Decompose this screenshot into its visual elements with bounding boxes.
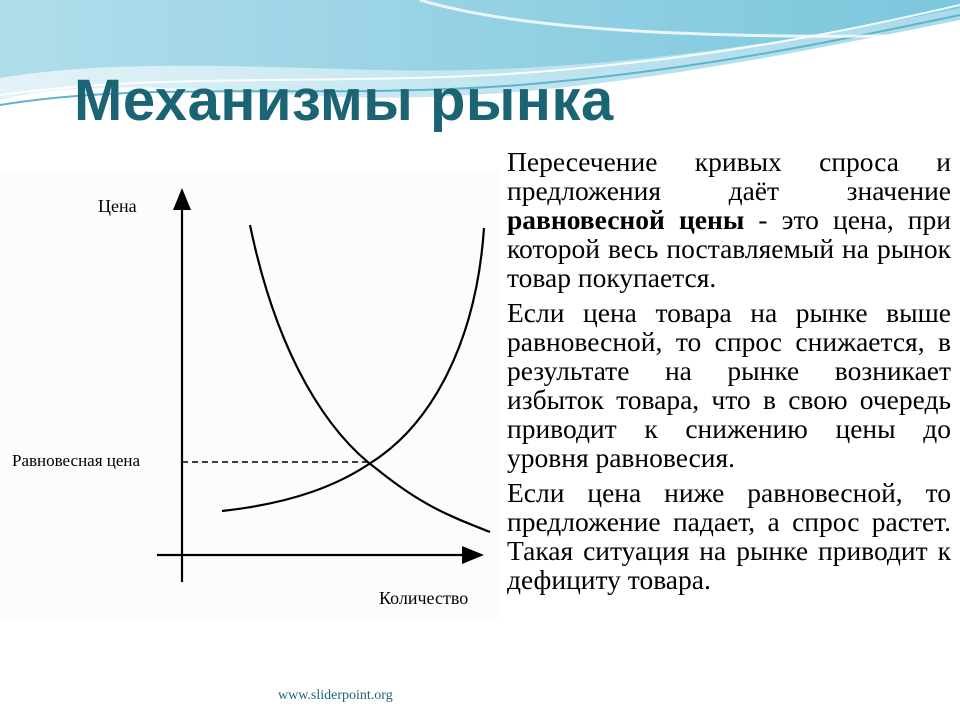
slide-title: Механизмы рынка <box>74 68 614 133</box>
footer-url: www.sliderpoint.org <box>278 688 393 703</box>
paragraph-equilibrium: Пересечение кривых спроса и предложения даёт значение равновесной цены - это цена, при которой весь поставляемый на рынок товар покупается. <box>507 146 951 293</box>
x-axis-label: Количество <box>379 588 469 608</box>
paragraph-below: Если цена ниже равновесной, то предложение падает, а спрос растет. Такая ситуация на рынке приводит к дефициту товара. <box>507 477 951 595</box>
bold-term: равновесной цены <box>507 204 745 235</box>
supply-demand-diagram <box>0 170 500 620</box>
explanation-text <box>507 147 951 600</box>
y-axis-arrow-icon <box>173 188 191 210</box>
paragraph-above: Если цена товара на рынке выше равновесной, то спрос снижается, в результате на рынке возникает избыток товара, что в свою очередь приводит к снижению цены до уровня равновесия. <box>507 297 951 473</box>
x-axis-arrow-icon <box>462 546 484 564</box>
demand-curve <box>250 225 490 532</box>
equilibrium-label: Равновесная цена <box>12 451 141 470</box>
y-axis-label: Цена <box>98 196 137 216</box>
